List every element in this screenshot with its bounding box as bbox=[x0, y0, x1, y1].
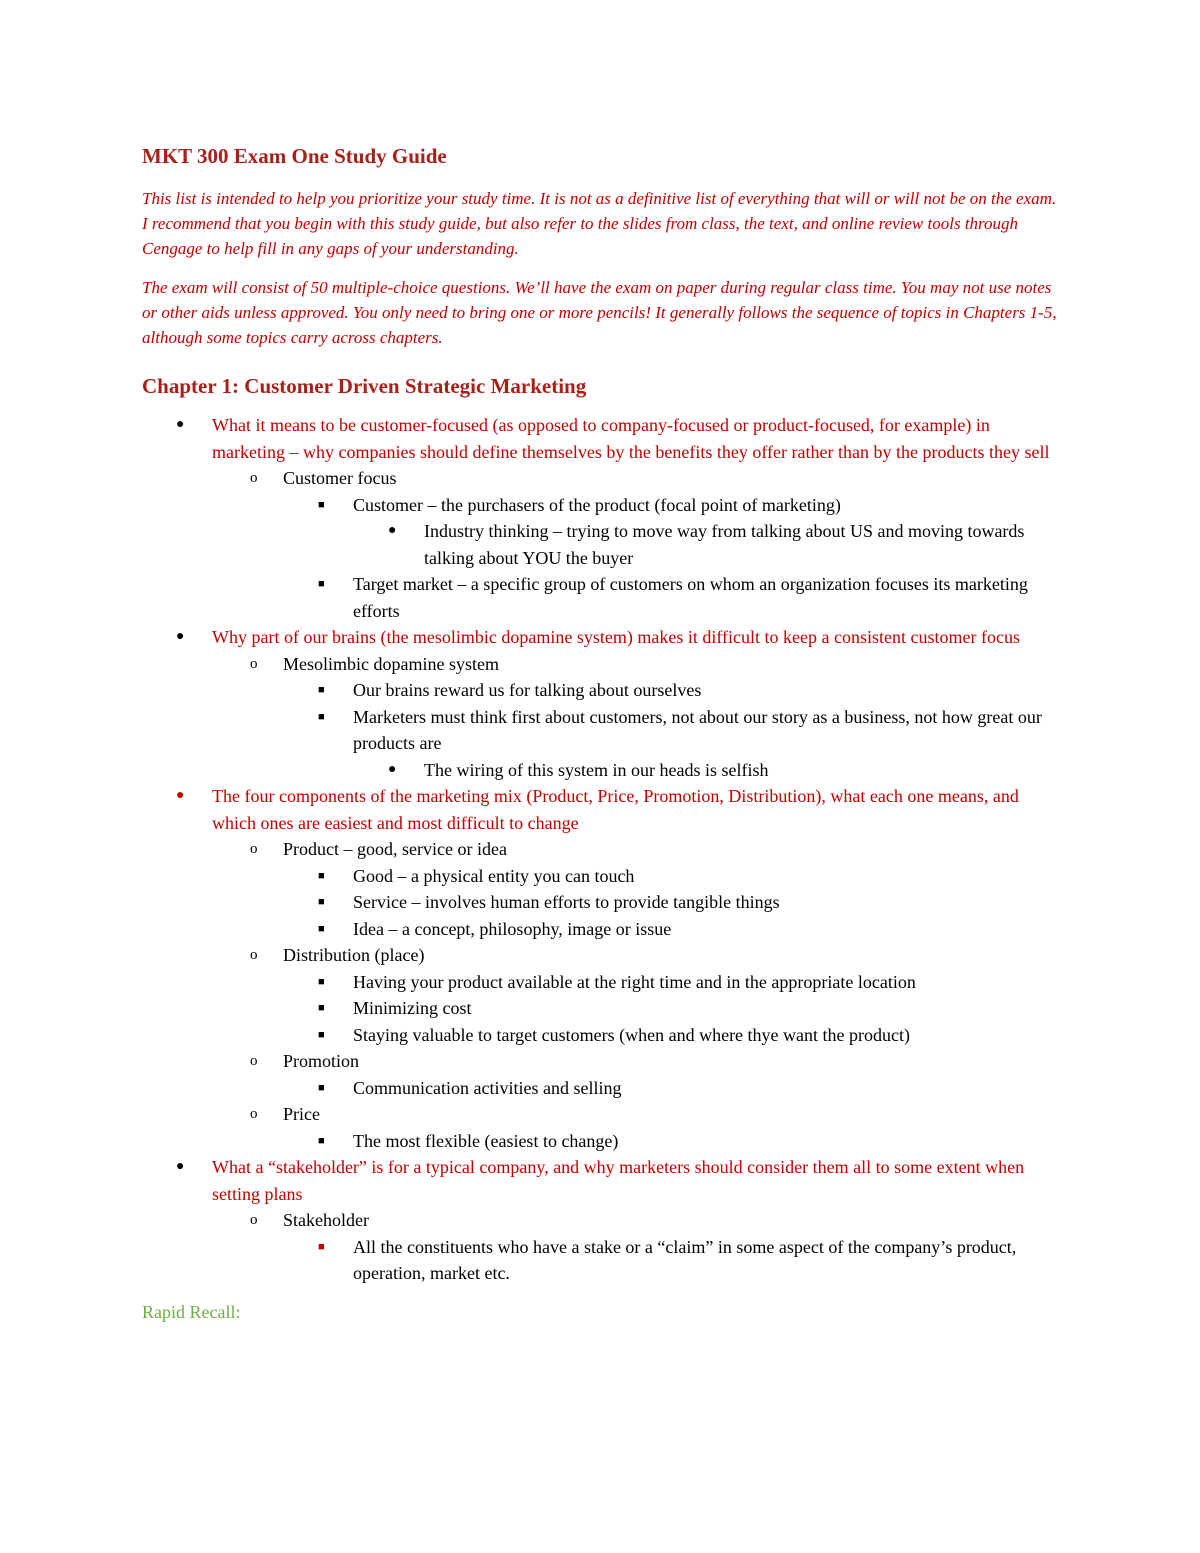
detail-item bbox=[283, 863, 1062, 890]
detail-text: Target market – a specific group of customers on whom an organization focuses its marketing efforts bbox=[353, 574, 1028, 621]
detail-item bbox=[283, 704, 1062, 784]
detail-text: Our brains reward us for talking about ourselves bbox=[353, 680, 702, 700]
bullet-icon: ● bbox=[176, 417, 185, 432]
square-bullet-icon: ■ bbox=[318, 710, 325, 723]
subtopic-item bbox=[212, 1048, 1062, 1101]
subtopic-text: Price bbox=[283, 1104, 320, 1124]
square-bullet-icon: ■ bbox=[318, 1081, 325, 1094]
circle-bullet-icon: o bbox=[250, 841, 258, 857]
topic-text: What it means to be customer-focused (as opposed to company-focused or product-focused, for example) in marketing – why companies should define themselves by the benefits they offer rather than by the products they sell bbox=[212, 415, 1050, 462]
document-content bbox=[142, 140, 1062, 1327]
circle-bullet-icon: o bbox=[250, 470, 258, 486]
square-bullet-icon: ■ bbox=[318, 922, 325, 935]
bullet-icon: ● bbox=[176, 1159, 185, 1174]
note-text: The wiring of this system in our heads is selfish bbox=[424, 759, 769, 780]
topic-item bbox=[142, 412, 1062, 624]
square-bullet-icon: ■ bbox=[318, 1028, 325, 1041]
detail-item bbox=[283, 916, 1062, 943]
detail-text: Service – involves human efforts to provide tangible things bbox=[353, 892, 780, 912]
detail-text: Customer – the purchasers of the product (focal point of marketing) bbox=[353, 494, 841, 515]
subtopic-item bbox=[212, 1207, 1062, 1287]
square-bullet-icon: ■ bbox=[318, 896, 325, 908]
square-bullet-icon: ■ bbox=[318, 869, 325, 882]
subtopic-text: Product – good, service or idea bbox=[283, 839, 507, 859]
circle-bullet-icon: o bbox=[250, 1106, 258, 1122]
topic-list bbox=[142, 412, 1062, 1287]
subtopic-text: Customer focus bbox=[283, 468, 397, 488]
subtopic-item bbox=[212, 465, 1062, 624]
subtopic-text: Stakeholder bbox=[283, 1210, 369, 1230]
square-bullet-icon: ■ bbox=[318, 975, 325, 988]
subtopic-text: Mesolimbic dopamine system bbox=[283, 653, 499, 674]
topic-text: Why part of our brains (the mesolimbic dopamine system) makes it difficult to keep a consistent customer focus bbox=[212, 627, 1020, 647]
subtopic-item bbox=[212, 942, 1062, 1048]
subtopic-item bbox=[212, 836, 1062, 942]
subtopic-item bbox=[212, 1101, 1062, 1154]
detail-text: Minimizing cost bbox=[353, 998, 472, 1018]
detail-item bbox=[283, 889, 1062, 916]
detail-item bbox=[283, 969, 1062, 996]
circle-bullet-icon: o bbox=[250, 655, 258, 672]
topic-text: The four components of the marketing mix (Product, Price, Promotion, Distribution), what each one means, and which ones are easiest and most difficult to change bbox=[212, 786, 1019, 833]
circle-bullet-icon: o bbox=[250, 1053, 258, 1069]
bullet-icon: ● bbox=[388, 761, 397, 777]
detail-item bbox=[283, 1075, 1062, 1102]
detail-item bbox=[283, 571, 1062, 624]
subtopic-item bbox=[212, 651, 1062, 784]
topic-item bbox=[142, 783, 1062, 1154]
detail-text: The most flexible (easiest to change) bbox=[353, 1130, 619, 1151]
detail-item bbox=[283, 1128, 1062, 1155]
bullet-icon: ● bbox=[176, 788, 185, 803]
detail-item bbox=[283, 1234, 1062, 1287]
note-item bbox=[353, 518, 1062, 571]
subtopic-text: Promotion bbox=[283, 1051, 360, 1071]
detail-item bbox=[283, 492, 1062, 572]
detail-item bbox=[283, 677, 1062, 704]
detail-text: All the constituents who have a stake or a “claim” in some aspect of the company’s product, operation, market etc. bbox=[353, 1236, 1017, 1283]
detail-text: Marketers must think first about customers, not about our story as a business, not how great our products are bbox=[353, 706, 1042, 753]
chapter-heading: Chapter 1: Customer Driven Strategic Marketing bbox=[142, 374, 587, 398]
note-text: Industry thinking – trying to move way from talking about US and moving towards talking about YOU the buyer bbox=[424, 521, 1025, 568]
circle-bullet-icon: o bbox=[250, 1212, 258, 1228]
note-item bbox=[353, 757, 1062, 784]
square-bullet-icon: ■ bbox=[318, 498, 325, 511]
detail-text: Idea – a concept, philosophy, image or issue bbox=[353, 918, 672, 939]
detail-item bbox=[283, 1022, 1062, 1049]
intro-paragraph: This list is intended to help you prioritize your study time. It is not as a definitive list of everything that will or will not be on the exam. I recommend that you begin with this study guide, but also refer to the slides from class, the text, and online review tools through Cengage to help fill in any gaps of your understanding. bbox=[142, 189, 1057, 258]
bullet-icon: ● bbox=[388, 523, 397, 538]
square-bullet-icon: ■ bbox=[318, 578, 325, 590]
bullet-icon: ● bbox=[176, 629, 185, 644]
subtopic-text: Distribution (place) bbox=[283, 945, 425, 965]
detail-item bbox=[283, 995, 1062, 1022]
square-bullet-icon: ■ bbox=[318, 1134, 325, 1147]
document-title: MKT 300 Exam One Study Guide bbox=[142, 144, 447, 168]
square-bullet-icon: ■ bbox=[318, 1240, 325, 1253]
rapid-recall-heading: Rapid Recall: bbox=[142, 1301, 241, 1322]
topic-text: What a “stakeholder” is for a typical company, and why marketers should consider them all to some extent when setting plans bbox=[212, 1157, 1025, 1204]
detail-text: Communication activities and selling bbox=[353, 1077, 622, 1098]
detail-text: Staying valuable to target customers (when and where thye want the product) bbox=[353, 1024, 910, 1045]
circle-bullet-icon: o bbox=[250, 947, 258, 963]
topic-item bbox=[142, 1154, 1062, 1287]
detail-text: Good – a physical entity you can touch bbox=[353, 865, 635, 886]
detail-text: Having your product available at the right time and in the appropriate location bbox=[353, 971, 916, 992]
topic-item bbox=[142, 624, 1062, 783]
square-bullet-icon: ■ bbox=[318, 684, 325, 696]
exam-info-paragraph: The exam will consist of 50 multiple-choice questions. We’ll have the exam on paper during regular class time. You may not use notes or other aids unless approved. You only need to bring one or more pencils! It generally follows the sequence of topics in Chapters 1-5, although some topics carry across chapters. bbox=[142, 278, 1057, 347]
square-bullet-icon: ■ bbox=[318, 1002, 325, 1014]
